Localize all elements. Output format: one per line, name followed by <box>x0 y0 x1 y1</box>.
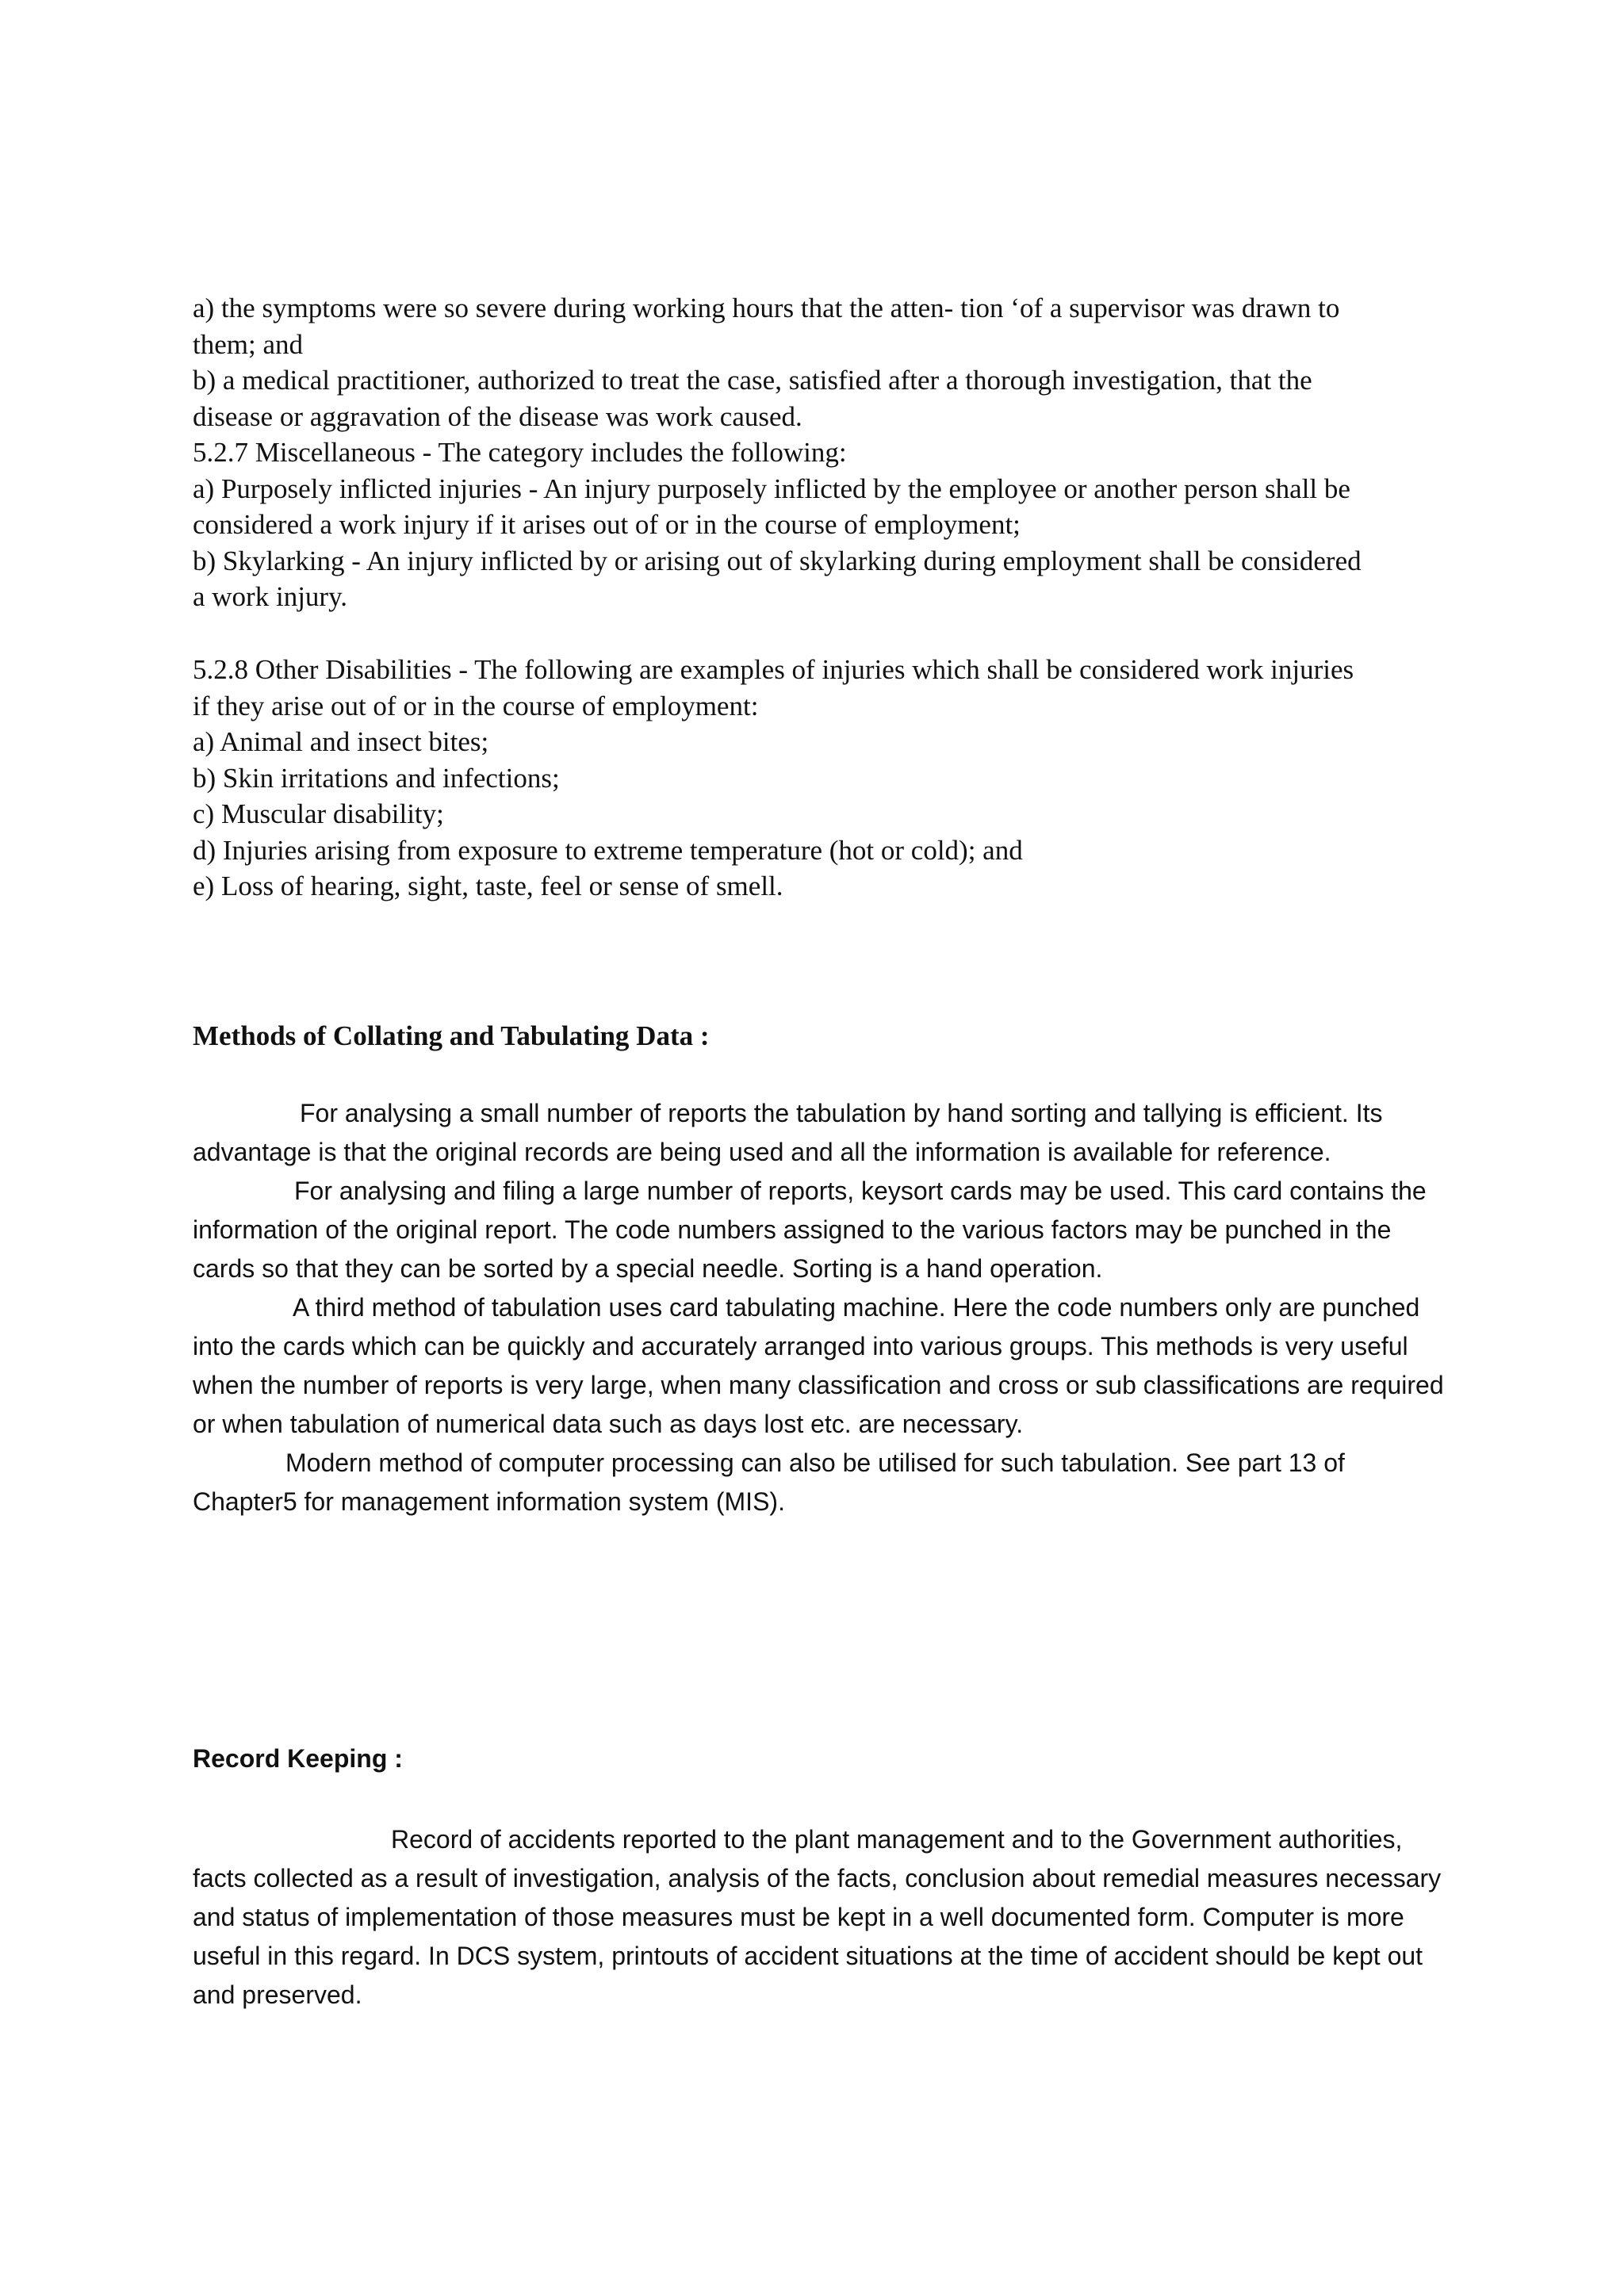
methods-body <box>193 1094 1446 1521</box>
list-item: c) Muscular disability; <box>193 798 444 829</box>
text-line: disease or aggravation of the disease was work caused. <box>193 400 802 432</box>
list-item: b) Skin irritations and infections; <box>193 762 560 794</box>
methods-paragraph: A third method of tabulation uses card tabulating machine. Here the code numbers only are punched into the cards which can be quickly and accurately arranged into various groups. This methods is very useful when the number of reports is very large, when many classification and cross or sub classifications are required or when tabulation of numerical data such as days lost etc. are necessary. <box>193 1293 1444 1438</box>
text-line: 5.2.8 Other Disabilities - The following are examples of injuries which shall be considered work injuries <box>193 654 1354 685</box>
text-line: if they arise out of or in the course of employment: <box>193 690 759 721</box>
text-line: a) the symptoms were so severe during working hours that the atten- tion ‘of a supervisor was drawn to <box>193 293 1340 323</box>
methods-paragraph: For analysing and filing a large number of reports, keysort cards may be used. This card contains the information of the original report. The code numbers assigned to the various factors may be punched in the cards so that they can be sorted by a special needle. Sorting is a hand operation. <box>193 1177 1427 1283</box>
text-line: a work injury. <box>193 581 348 612</box>
methods-paragraph: Modern method of computer processing can also be utilised for such tabulation. See part 13 of Chapter5 for management information system (MIS). <box>193 1448 1345 1516</box>
record-keeping-paragraph: Record of accidents reported to the plant management and to the Government authorities, facts collected as a result of investigation, analysis of the facts, conclusion about remedial measures necessary and status of implementation of those measures must be kept in a well documented form. Computer is more useful in this regard. In DCS system, printouts of accident situations at the time of accident should be kept out and preserved. <box>193 1825 1442 2009</box>
list-item: d) Injuries arising from exposure to extreme temperature (hot or cold); and <box>193 834 1023 866</box>
list-item: e) Loss of hearing, sight, taste, feel or sense of smell. <box>193 871 783 901</box>
text-line: b) Skylarking - An injury inflicted by or arising out of skylarking during employment shall be considered <box>193 545 1362 576</box>
record-keeping-body <box>193 1820 1446 2015</box>
list-item: a) Animal and insect bites; <box>193 726 489 757</box>
text-line: them; and <box>193 328 303 360</box>
work-injury-criteria-section <box>193 290 1461 615</box>
methods-heading: Methods of Collating and Tabulating Data : <box>193 1020 710 1051</box>
text-line: b) a medical practitioner, authorized to treat the case, satisfied after a thorough investigation, that the <box>193 365 1312 396</box>
other-disabilities-section <box>193 652 1461 905</box>
text-line: 5.2.7 Miscellaneous - The category includes the following: <box>193 437 847 468</box>
text-line: a) Purposely inflicted injuries - An injury purposely inflicted by the employee or another person shall be <box>193 473 1350 504</box>
text-line: considered a work injury if it arises out of or in the course of employment; <box>193 509 1021 540</box>
record-keeping-heading: Record Keeping : <box>193 1744 403 1773</box>
methods-paragraph: For analysing a small number of reports the tabulation by hand sorting and tallying is efficient. Its advantage is that the original records are being used and all the information is available for reference. <box>193 1099 1383 1166</box>
